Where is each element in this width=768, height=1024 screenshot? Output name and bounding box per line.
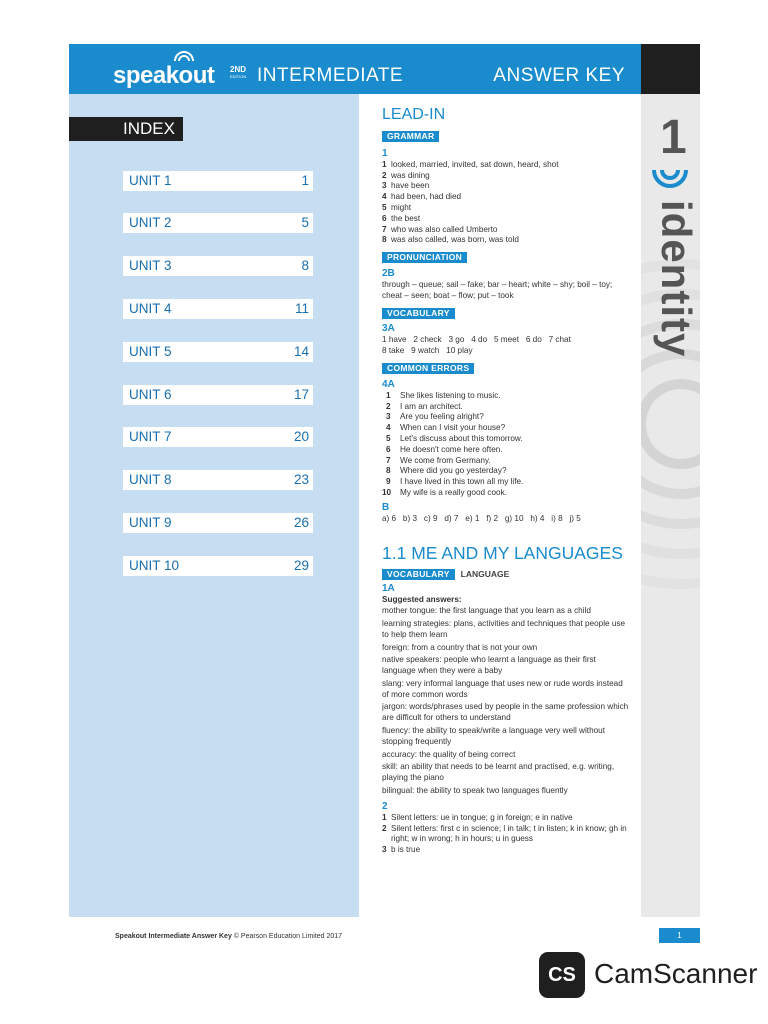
common-errors-answers [382, 391, 630, 499]
list-item: 2 I am an architect. [386, 401, 463, 411]
vocabulary-answer-line: 8 take 9 watch 10 play [382, 346, 473, 356]
vocabulary-heading: VOCABULARY [382, 308, 455, 319]
list-item: 5 Let's discuss about this tomorrow. [386, 433, 523, 443]
list-item: 1 She likes listening to music. [386, 390, 501, 400]
index-unit-9[interactable]: UNIT 9 26 [123, 513, 313, 533]
list-item: 3 b is true [382, 845, 421, 855]
index-unit-10[interactable]: UNIT 10 29 [123, 556, 313, 576]
definition: bilingual: the ability to speak two languages fluently [382, 786, 568, 796]
definition: native speakers: people who learnt a language as their first language when they were a baby [382, 655, 596, 676]
pronunciation-answer: through – queue; sail – fake; bar – heart; white – shy; boil – toy; cheat – seen; boat – flow; put – took [382, 279, 613, 300]
pronunciation-heading: PRONUNCIATION [382, 252, 467, 263]
vocabulary-answer-line: 1 have 2 check 3 go 4 do 5 meet 6 do 7 chat [382, 335, 571, 345]
question-number: 1 [382, 147, 388, 159]
series-title: INTERMEDIATE [257, 65, 404, 86]
list-item: 6 the best [382, 213, 421, 223]
question-number: 4A [382, 378, 395, 390]
question-number: 2B [382, 267, 395, 279]
list-item: 2 was dining [382, 170, 430, 180]
answer-key-title: ANSWER KEY [493, 65, 625, 86]
definition: fluency: the ability to speak/write a language very well without stopping frequently [382, 726, 606, 746]
index-unit-2[interactable]: UNIT 2 5 [123, 213, 313, 233]
list-item: 7 We come from Germany. [386, 455, 491, 465]
question-number: 3A [382, 323, 395, 335]
list-item: 8 Where did you go yesterday? [386, 466, 507, 476]
list-item: 10 My wife is a really good cook. [382, 487, 507, 497]
page-number: 1 [659, 928, 700, 943]
definition: jargon: words/phrases used by people in the same profession which are difficult for others to understand [382, 702, 629, 723]
list-item: 8 was also called, was born, was told [382, 235, 519, 245]
header-dark-band [641, 44, 700, 94]
list-item: 6 He doesn't come here often. [386, 444, 503, 454]
list-item: 2 Silent letters: first c in science; l in talk; t in listen; k in know; gh in right; w in wrong; h in hours; u in guess [382, 823, 627, 844]
speaker-smile-icon [650, 166, 690, 190]
page-header [69, 44, 641, 94]
list-item: 3 Are you feeling alright? [386, 412, 484, 422]
definition: accuracy: the quality of being correct [382, 749, 516, 759]
section-title: 1.1 ME AND MY LANGUAGES [382, 542, 623, 563]
index-title: INDEX [69, 117, 183, 141]
brand-logo: speakout [113, 62, 215, 89]
index-unit-5[interactable]: UNIT 5 14 [123, 342, 313, 362]
question-number: 1A [382, 583, 395, 595]
definition: mother tongue: the first language that you learn as a child [382, 606, 591, 616]
vocabulary-heading: VOCABULARY [382, 569, 455, 580]
page-footer [115, 933, 342, 940]
unit-theme: identity [653, 200, 700, 358]
question-number: 2 [382, 800, 388, 812]
list-item: 5 might [382, 202, 412, 212]
answer-content [382, 105, 630, 856]
list-item: 9 I have lived in this town all my life. [386, 477, 524, 487]
list-item: 3 have been [382, 181, 430, 191]
common-errors-heading: COMMON ERRORS [382, 363, 474, 374]
index-unit-8[interactable]: UNIT 8 23 [123, 470, 313, 490]
question-number: B [382, 501, 390, 513]
list-item: 1 looked, married, invited, sat down, heard, shot [382, 159, 559, 169]
index-unit-1[interactable]: UNIT 1 1 [123, 171, 313, 191]
definition: slang: very informal language that uses new or rude words instead of more common words [382, 678, 623, 699]
definition: foreign: from a country that is not your own [382, 642, 538, 652]
silent-letters-answers [382, 813, 630, 856]
index-unit-7[interactable]: UNIT 7 20 [123, 427, 313, 447]
list-item: 7 who was also called Umberto [382, 224, 498, 234]
edition-label: 2ND EDITION [230, 65, 247, 79]
speaker-arcs-icon [172, 49, 196, 63]
vocabulary-topic: LANGUAGE [460, 568, 510, 579]
list-item: 4 had been, had died [382, 192, 462, 202]
footer-title: Speakout Intermediate Answer Key [115, 933, 232, 940]
camscanner-name: CamScanner [594, 958, 758, 989]
list-item: 4 When can I visit your house? [386, 423, 506, 433]
definition: skill: an ability that needs to be learnt and practised, e.g. writing, playing the piano [382, 762, 615, 783]
matching-answers: a) 6 b) 3 c) 9 d) 7 e) 1 f) 2 g) 10 h) 4 i) 8 j) 5 [382, 513, 581, 523]
index-unit-4[interactable]: UNIT 4 11 [123, 299, 313, 319]
unit-number: 1 [660, 111, 687, 164]
suggested-answers-label: Suggested answers: [382, 595, 462, 605]
grammar-answers [382, 160, 630, 246]
grammar-heading: GRAMMAR [382, 131, 439, 142]
camscanner-logo: CS [539, 952, 585, 998]
footer-copyright: © Pearson Education Limited 2017 [233, 933, 343, 940]
index-unit-3[interactable]: UNIT 3 8 [123, 256, 313, 276]
list-item: 1 Silent letters: ue in tongue; g in foreign; e in native [382, 812, 573, 822]
lead-in-title: LEAD-IN [382, 106, 446, 123]
definition: learning strategies: plans, activities and techniques that people use to help them learn [382, 618, 626, 639]
index-unit-6[interactable]: UNIT 6 17 [123, 385, 313, 405]
